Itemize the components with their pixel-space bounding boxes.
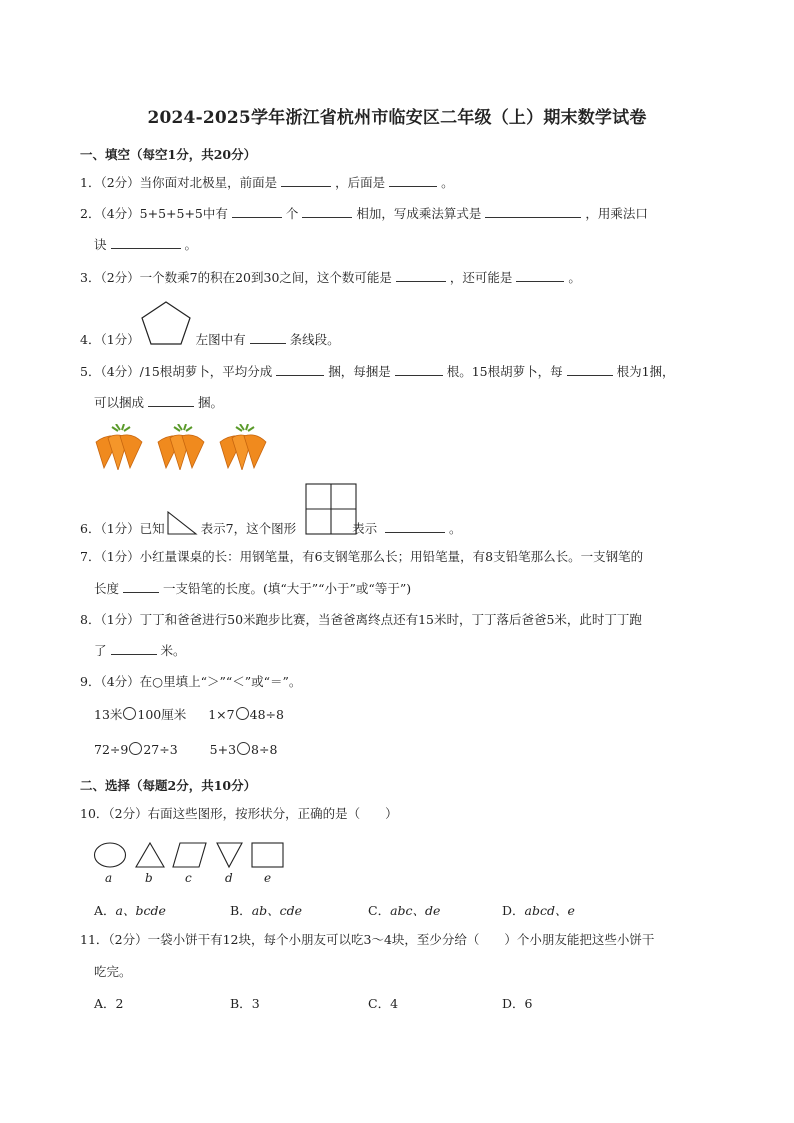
answer-blank[interactable] — [123, 580, 159, 593]
question-2: 2．（4分）5+5+5+5中有 个 相加，写成乘法算式是 ，用乘法口 — [80, 206, 648, 221]
question-10: 10．（2分）右面这些图形，按形状分，正确的是（ ） — [80, 806, 398, 821]
carrot-bundles-image — [92, 424, 282, 470]
q11-option-d[interactable]: D．6 — [502, 996, 533, 1011]
answer-blank[interactable] — [281, 174, 331, 187]
q10-option-a[interactable]: A．a、bcde — [94, 903, 166, 918]
q10-option-b[interactable]: B．ab、cde — [230, 903, 303, 918]
answer-blank[interactable] — [111, 642, 157, 655]
answer-blank[interactable] — [396, 269, 446, 282]
carrot-bundle-icon — [220, 424, 266, 470]
answer-blank[interactable] — [232, 205, 282, 218]
answer-blank[interactable] — [516, 269, 564, 282]
question-11-cont: 吃完。 — [94, 964, 132, 979]
compare-circle[interactable] — [129, 742, 142, 755]
shapes-row — [92, 840, 288, 870]
parallelogram-shape — [173, 843, 206, 867]
answer-blank[interactable] — [276, 363, 324, 376]
answer-blank[interactable] — [385, 520, 445, 533]
shape-label-a: a — [105, 871, 113, 885]
shape-label-e: e — [264, 871, 272, 885]
q11-option-b[interactable]: B．3 — [230, 996, 260, 1011]
ellipse-shape — [95, 843, 126, 867]
compare-row-1: 13米 100厘米 1×7 48÷8 — [94, 707, 284, 722]
q11-option-c[interactable]: C．4 — [368, 996, 399, 1011]
answer-blank[interactable] — [250, 331, 286, 344]
compare-row-2: 72÷9 27÷3 5+3 8÷8 — [94, 742, 278, 757]
rectangle-shape — [252, 843, 283, 867]
answer-blank[interactable] — [485, 205, 581, 218]
inverted-triangle-shape — [217, 843, 242, 867]
question-2-cont: 诀 。 — [94, 237, 197, 252]
answer-blank[interactable] — [389, 174, 437, 187]
question-8: 8．（1分）丁丁和爸爸进行50米跑步比赛，当爸爸离终点还有15米时，丁丁落后爸爸5米，此时丁丁跑 — [80, 612, 642, 627]
answer-blank[interactable] — [148, 394, 194, 407]
compare-circle[interactable] — [237, 742, 250, 755]
question-3: 3．（2分）一个数乘7的积在20到30之间，这个数可能是 ，还可能是 。 — [80, 270, 581, 285]
q10-option-c[interactable]: C．abc、de — [368, 903, 441, 918]
question-1: 1．（2分）当你面对北极星，前面是 ，后面是 。 — [80, 175, 454, 190]
shape-label-b: b — [145, 871, 153, 885]
exam-title: 2024-2025学年浙江省杭州市临安区二年级（上）期末数学试卷 — [147, 108, 647, 128]
section-choice: 二、选择（每题2分，共10分） — [80, 778, 257, 793]
answer-blank[interactable] — [395, 363, 443, 376]
q10-option-d[interactable]: D．abcd、e — [502, 903, 575, 918]
question-5-cont: 可以捆成 捆。 — [94, 395, 223, 410]
question-11: 11．（2分）一袋小饼干有12块，每个小朋友可以吃3～4块，至少分给（ ）个小朋友能把这些小饼干 — [80, 932, 655, 947]
question-4: 4．（1分） 左图中有 条线段。 — [80, 332, 340, 347]
question-5: 5．（4分）/15根胡萝卜，平均分成 捆，每捆是 根。15根胡萝卜，每 根为1捆， — [80, 364, 675, 379]
shape-label-d: d — [225, 871, 233, 885]
triangle-shape — [136, 843, 164, 867]
answer-blank[interactable] — [302, 205, 352, 218]
compare-circle[interactable] — [236, 707, 249, 720]
question-6: 6．（1分）已知 表示7，这个图形 表示 。 — [80, 521, 462, 536]
section-fill-in: 一、填空（每空1分，共20分） — [80, 147, 257, 162]
question-8-cont: 了 米。 — [94, 643, 186, 658]
question-7: 7．（1分）小红量课桌的长：用钢笔量，有6支钢笔那么长；用铅笔量，有8支铅笔那么长。一支钢笔的 — [80, 549, 644, 564]
carrot-bundle-icon — [96, 424, 142, 470]
carrot-bundle-icon — [158, 424, 204, 470]
answer-blank[interactable] — [111, 236, 181, 249]
shape-label-c: c — [185, 871, 192, 885]
question-7-cont: 长度 一支铅笔的长度。(填“大于”“小于”或“等于”) — [94, 581, 412, 596]
q11-option-a[interactable]: A．2 — [94, 996, 124, 1011]
answer-blank[interactable] — [567, 363, 613, 376]
compare-circle[interactable] — [123, 707, 136, 720]
question-9: 9．（4分）在○里填上“＞”“＜”或“＝”。 — [80, 674, 302, 689]
